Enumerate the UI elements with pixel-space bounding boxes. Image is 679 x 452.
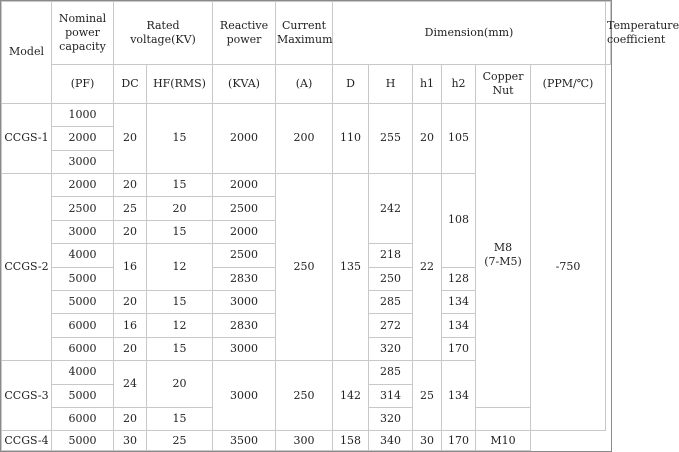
- header-reactive-power: [213, 2, 276, 65]
- h-cell: 218: [369, 244, 413, 267]
- dc-cell: 30: [114, 431, 147, 451]
- hf-cell: 12: [147, 314, 213, 337]
- header-row-units: [2, 65, 611, 104]
- capacity-cell: 1000: [52, 103, 114, 126]
- hf-cell: 20: [147, 197, 213, 220]
- power-cell: 2500: [213, 197, 276, 220]
- model-cell-ccgs-4: CCGS-4: [2, 431, 52, 451]
- header-maximum-line: Maximum: [277, 33, 333, 47]
- capacity-cell: 3000: [52, 220, 114, 243]
- h1-cell: 22: [413, 174, 442, 361]
- h-cell: 285: [369, 361, 413, 384]
- header-dimension: Dimension(mm): [333, 2, 606, 65]
- capacity-cell: 6000: [52, 408, 114, 431]
- hf-cell: 15: [147, 408, 213, 431]
- nut-m8-sub-text: (7-M5): [484, 255, 522, 269]
- header-rated-line: Rated: [146, 19, 180, 33]
- power-cell: 2830: [213, 267, 276, 290]
- temperature-coefficient-cell: -750: [531, 103, 606, 431]
- current-cell: 200: [276, 103, 333, 173]
- header-current-line: Current: [281, 19, 327, 33]
- header-rated-voltage: [114, 2, 213, 65]
- dc-cell: 20: [114, 220, 147, 243]
- header-nominal-line: Nominal: [58, 12, 107, 26]
- capacity-cell: 5000: [52, 267, 114, 290]
- unit-copper-nut: [476, 65, 531, 104]
- header-nominal-capacity: [52, 2, 114, 65]
- capacity-cell: 6000: [52, 337, 114, 360]
- unit-d: D: [333, 65, 369, 104]
- h-cell: 314: [369, 384, 413, 407]
- unit-h1: h1: [413, 65, 442, 104]
- header-reactive-line: Reactive: [219, 19, 269, 33]
- model-cell-ccgs-2: CCGS-2: [2, 174, 52, 361]
- dc-cell: 16: [114, 244, 147, 291]
- h-cell: 320: [369, 408, 413, 431]
- capacity-cell: 5000: [52, 384, 114, 407]
- capacity-cell: 5000: [52, 291, 114, 314]
- capacity-cell: 2000: [52, 127, 114, 150]
- hf-cell: 20: [147, 361, 213, 408]
- current-cell: 250: [276, 174, 333, 361]
- hf-cell: 25: [147, 431, 213, 451]
- unit-power: (KVA): [213, 65, 276, 104]
- dc-cell: 20: [114, 408, 147, 431]
- h-cell: 340: [369, 431, 413, 451]
- hf-cell: 12: [147, 244, 213, 291]
- capacity-cell: 4000: [52, 361, 114, 384]
- h2-cell: 134: [442, 361, 476, 431]
- h1-cell: 30: [413, 431, 442, 451]
- h-cell: 255: [369, 103, 413, 173]
- header-model: Model: [2, 2, 52, 104]
- d-cell: 135: [333, 174, 369, 361]
- unit-dc: DC: [114, 65, 147, 104]
- dc-cell: 20: [114, 291, 147, 314]
- h1-cell: 25: [413, 361, 442, 431]
- header-row-1: [2, 2, 611, 65]
- power-cell: 3500: [213, 431, 276, 451]
- capacity-cell: 6000: [52, 314, 114, 337]
- header-current-maximum: [276, 2, 333, 65]
- h-cell: 272: [369, 314, 413, 337]
- power-cell: 2000: [213, 103, 276, 173]
- power-cell: 2830: [213, 314, 276, 337]
- power-cell: 2000: [213, 220, 276, 243]
- h2-cell: 105: [442, 103, 476, 173]
- h2-cell: 134: [442, 291, 476, 314]
- unit-capacity: (PF): [52, 65, 114, 104]
- current-cell: 300: [276, 431, 333, 451]
- dc-cell: 16: [114, 314, 147, 337]
- h2-cell: 134: [442, 314, 476, 337]
- header-power-word-line: power: [226, 33, 262, 47]
- header-temperature-coefficient: [606, 2, 679, 65]
- hf-cell: 15: [147, 174, 213, 197]
- hf-cell: 15: [147, 103, 213, 173]
- header-temperature-line: Temperature: [607, 19, 679, 33]
- hf-cell: 15: [147, 220, 213, 243]
- h2-cell: 170: [442, 337, 476, 360]
- d-cell: 158: [333, 431, 369, 451]
- table-row: [2, 103, 611, 126]
- power-cell: 2000: [213, 174, 276, 197]
- unit-copper-line: Copper: [482, 69, 524, 83]
- hf-cell: 15: [147, 337, 213, 360]
- capacitor-spec-table: [1, 1, 679, 451]
- nut-m8-text: M8: [493, 241, 513, 255]
- header-power-line: power: [65, 26, 100, 40]
- h2-cell: 170: [442, 431, 476, 451]
- unit-nut-line: Nut: [492, 83, 514, 97]
- unit-current: (A): [276, 65, 333, 104]
- power-cell: 3000: [213, 291, 276, 314]
- power-cell: 2500: [213, 244, 276, 267]
- h-cell: 242: [369, 174, 413, 244]
- header-coefficient-line: coefficient: [607, 33, 666, 47]
- capacity-cell: 4000: [52, 244, 114, 267]
- model-cell-ccgs-3: CCGS-3: [2, 361, 52, 431]
- h-cell: 285: [369, 291, 413, 314]
- h2-cell: 108: [442, 174, 476, 268]
- h2-cell: 128: [442, 267, 476, 290]
- current-cell: 250: [276, 361, 333, 431]
- d-cell: 110: [333, 103, 369, 173]
- capacity-cell: 2000: [52, 174, 114, 197]
- h-cell: 250: [369, 267, 413, 290]
- dc-cell: 20: [114, 337, 147, 360]
- d-cell: 142: [333, 361, 369, 431]
- dc-cell: 20: [114, 174, 147, 197]
- unit-hf: HF(RMS): [147, 65, 213, 104]
- capacity-cell: 2500: [52, 197, 114, 220]
- table-row: [2, 431, 611, 451]
- copper-nut-cell-m10: M10: [476, 431, 531, 451]
- h-cell: 320: [369, 337, 413, 360]
- power-cell: 3000: [213, 361, 276, 431]
- model-cell-ccgs-1: CCGS-1: [2, 103, 52, 173]
- unit-h2: h2: [442, 65, 476, 104]
- copper-nut-cell-m8: [476, 103, 531, 407]
- header-capacity-line: capacity: [59, 40, 106, 54]
- unit-h: H: [369, 65, 413, 104]
- unit-temperature: (PPM/℃): [531, 65, 606, 104]
- dc-cell: 24: [114, 361, 147, 408]
- dc-cell: 20: [114, 103, 147, 173]
- capacity-cell: 5000: [52, 431, 114, 451]
- capacity-cell: 3000: [52, 150, 114, 173]
- power-cell: 3000: [213, 337, 276, 360]
- hf-cell: 15: [147, 291, 213, 314]
- header-voltage-line: voltage(KV): [130, 33, 196, 47]
- dc-cell: 25: [114, 197, 147, 220]
- h1-cell: 20: [413, 103, 442, 173]
